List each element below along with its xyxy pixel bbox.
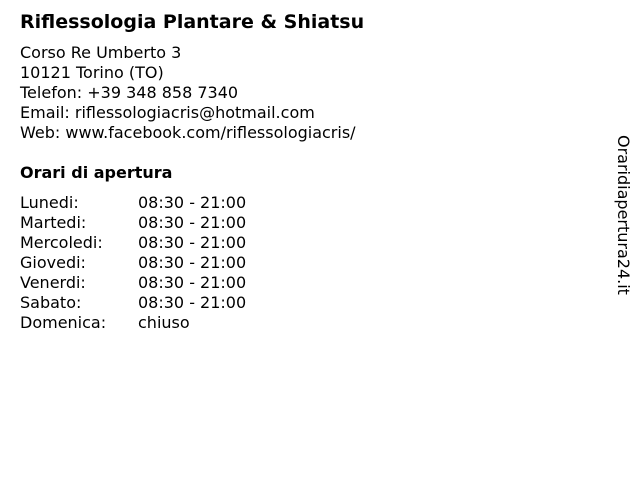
watermark-text: Oraridiapertura24.it [614,135,633,295]
time-value: chiuso [138,313,190,332]
hours-row-saturday [20,293,320,313]
hours-row-thursday [20,253,320,273]
hours-row-monday [20,193,320,213]
hours-row-sunday [20,313,320,333]
hours-row-tuesday [20,213,320,233]
time-value: 08:30 - 21:00 [138,253,247,272]
time-value: 08:30 - 21:00 [138,213,247,232]
opening-hours-list [20,193,320,333]
time-value: 08:30 - 21:00 [138,193,247,212]
day-label: Giovedi: [20,253,86,272]
day-label: Venerdi: [20,273,86,292]
hours-row-wednesday [20,233,320,253]
address-city: 10121 Torino (TO) [20,63,164,82]
phone-number: Telefon: +39 348 858 7340 [20,83,239,102]
site-watermark [612,135,634,310]
email-address: Email: riflessologiacris@hotmail.com [20,103,315,122]
day-label: Sabato: [20,293,82,312]
time-value: 08:30 - 21:00 [138,293,247,312]
contact-info [20,43,356,143]
opening-hours-heading: Orari di apertura [20,163,173,182]
hours-row-friday [20,273,320,293]
time-value: 08:30 - 21:00 [138,273,247,292]
website: Web: www.facebook.com/riflessologiacris/ [20,123,356,142]
day-label: Mercoledi: [20,233,103,252]
day-label: Domenica: [20,313,107,332]
address-street: Corso Re Umberto 3 [20,43,182,62]
day-label: Martedi: [20,213,87,232]
business-name: Riflessologia Plantare & Shiatsu [20,11,365,33]
day-label: Lunedi: [20,193,79,212]
time-value: 08:30 - 21:00 [138,233,247,252]
